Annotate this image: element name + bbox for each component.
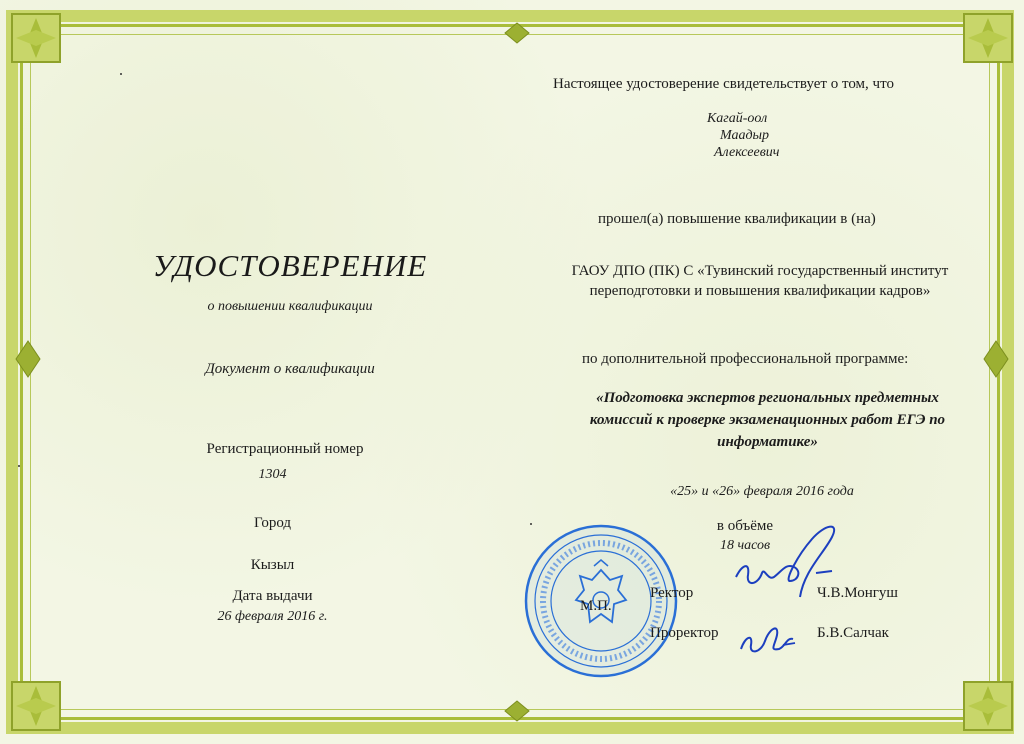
issue-date-value: 26 февраля 2016 г. <box>217 609 328 624</box>
ornament-corner-icon <box>962 680 1014 732</box>
holder-surname: Кагай-оол <box>707 111 768 126</box>
ornament-corner-icon <box>10 680 62 732</box>
issue-date-label: Дата выдачи <box>232 588 313 604</box>
ornament-left-icon <box>14 340 42 378</box>
volume-label: в объёме <box>716 518 774 534</box>
prorector-signature <box>735 615 805 660</box>
organization-line-2: переподготовки и повышения квалификации кадров» <box>589 283 931 299</box>
city-label: Город <box>253 515 292 531</box>
reg-number-label: Регистрационный номер <box>206 441 364 457</box>
rector-label: Ректор <box>650 585 694 601</box>
holder-first-name: Маадыр <box>720 128 770 143</box>
speck <box>530 523 532 525</box>
program-title-line-2: комиссий к проверке экзаменационных работ ЕГЭ по <box>589 412 946 428</box>
ornament-right-icon <box>982 340 1010 378</box>
document-type: Документ о квалификации <box>205 361 375 377</box>
prorector-name: Б.В.Салчак <box>817 625 889 641</box>
volume-hours: 18 часов <box>719 538 771 553</box>
program-title-line-3: информатике» <box>717 434 818 450</box>
ornament-bottom-icon <box>502 700 532 722</box>
stamp-mark-label: М.П. <box>580 598 612 614</box>
program-intro: по дополнительной профессиональной программе: <box>582 351 909 367</box>
training-dates: «25» и «26» февраля 2016 года <box>670 484 854 499</box>
certificate-title: УДОСТОВЕРЕНИЕ <box>152 248 428 283</box>
program-title-line-1: «Подготовка экспертов региональных предметных <box>596 390 939 406</box>
prorector-label: Проректор <box>650 625 719 641</box>
city-value: Кызыл <box>250 557 295 573</box>
passed-text: прошел(а) повышение квалификации в (на) <box>598 211 876 227</box>
organization-line-1: ГАОУ ДПО (ПК) С «Тувинский государственный институт <box>571 263 949 279</box>
ornament-corner-icon <box>962 12 1014 64</box>
certificate-subtitle: о повышении квалификации <box>207 299 373 314</box>
holder-patronymic: Алексеевич <box>714 145 780 160</box>
ornament-top-icon <box>502 22 532 44</box>
reg-number-value: 1304 <box>258 467 287 482</box>
ornament-corner-icon <box>10 12 62 64</box>
rector-signature <box>728 515 848 605</box>
speck <box>18 465 20 467</box>
certifies-text: Настоящее удостоверение свидетельствует о том, что <box>553 76 894 92</box>
rector-name: Ч.В.Монгуш <box>817 585 898 601</box>
speck <box>120 73 122 75</box>
